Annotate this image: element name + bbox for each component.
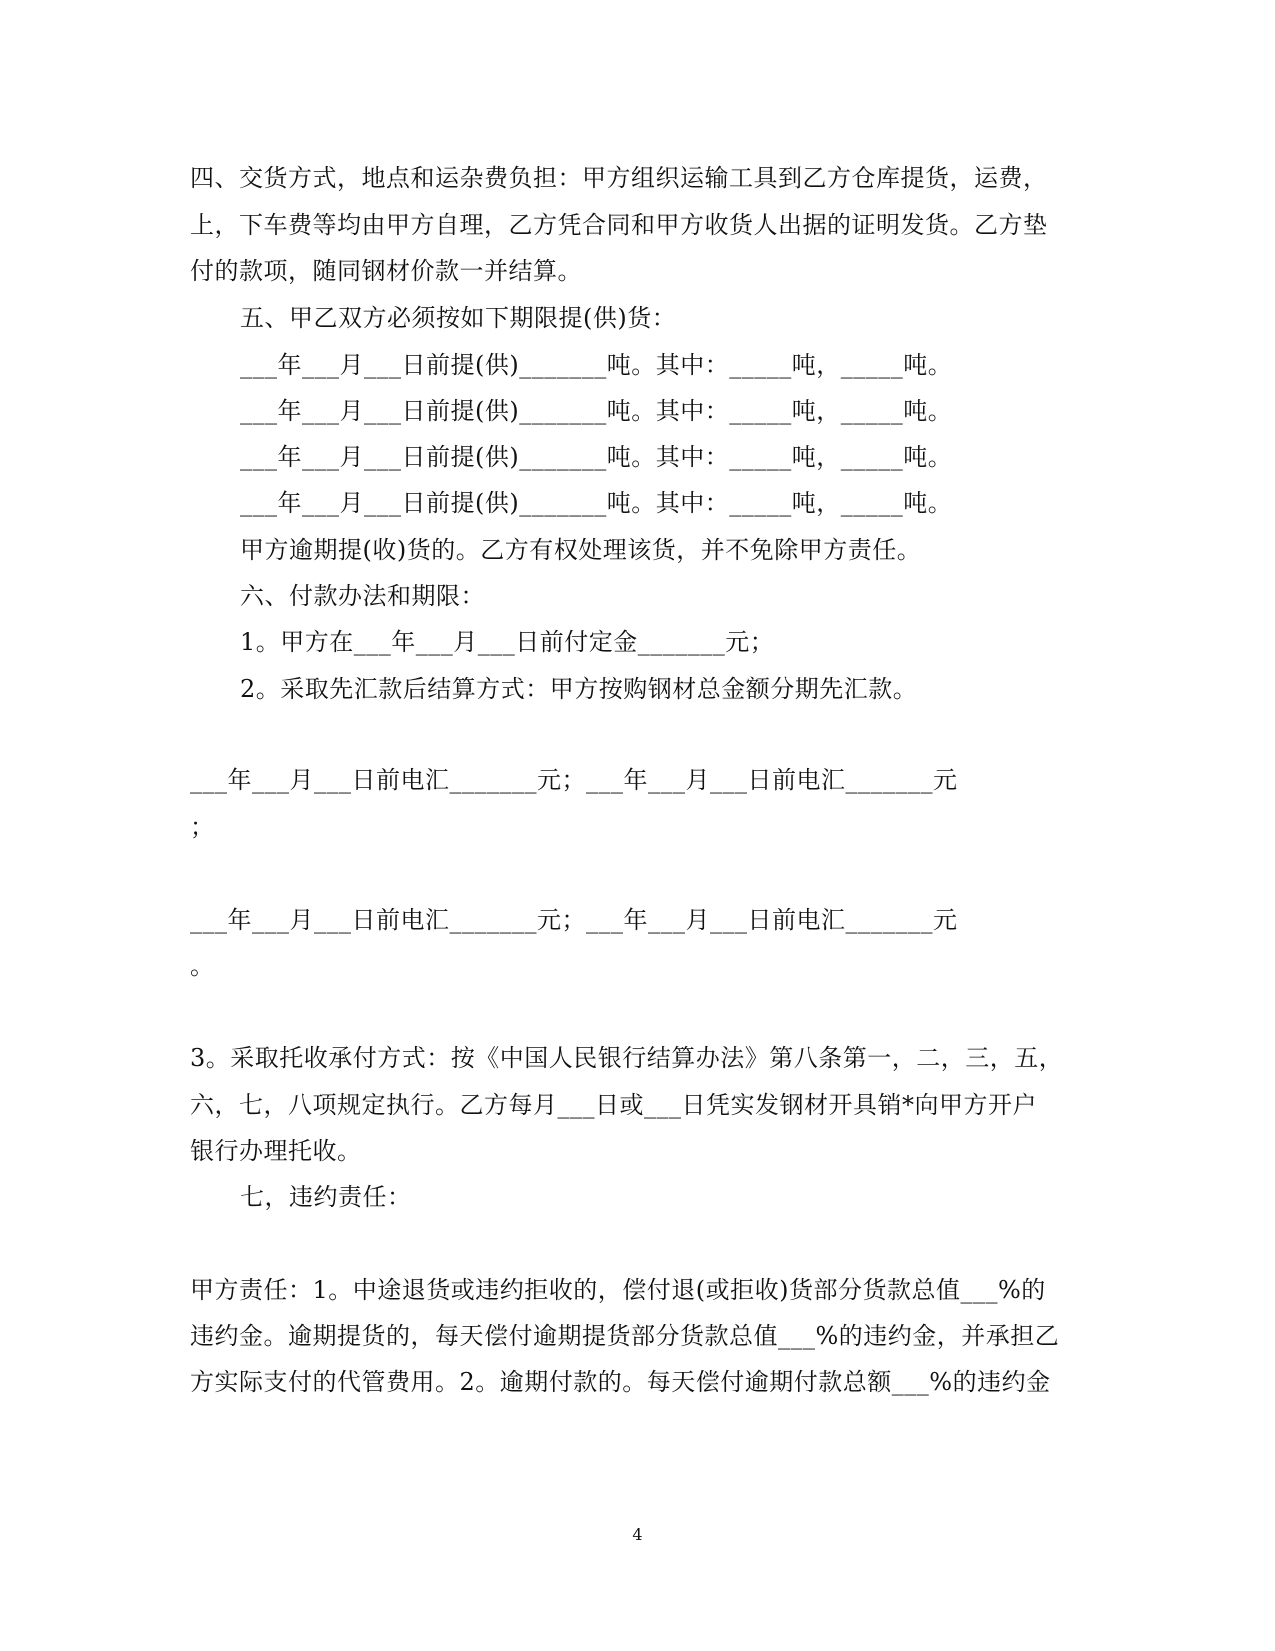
text-line: ___年___月___日前提(供)_______吨。其中：_____吨，_____吨。 <box>240 443 953 471</box>
text-line: 甲方责任：1。中途退货或违约拒收的，偿付退(或拒收)货部分货款总值___%的 <box>190 1276 1046 1304</box>
text-line: 1。甲方在___年___月___日前付定金_______元； <box>240 628 775 656</box>
text-line: 甲方逾期提(收)货的。乙方有权处理该货，并不免除甲方责任。 <box>240 536 922 564</box>
text-line: 付的款项，随同钢材价款一并结算。 <box>190 257 582 285</box>
text-line: 3。采取托收承付方式：按《中国人民银行结算办法》第八条第一，二，三，五， <box>190 1044 1064 1072</box>
text-line: ___年___月___日前提(供)_______吨。其中：_____吨，_____吨。 <box>240 489 953 517</box>
text-line: ___年___月___日前提(供)_______吨。其中：_____吨，_____吨。 <box>240 397 953 425</box>
section-heading: 七，违约责任： <box>240 1183 412 1211</box>
text-line: 四、交货方式，地点和运杂费负担：甲方组织运输工具到乙方仓库提货，运费， <box>190 164 1048 192</box>
text-line: ； <box>190 813 215 841</box>
text-line: ___年___月___日前电汇_______元；___年___月___日前电汇_______元 <box>190 766 958 794</box>
text-line: 。 <box>190 952 215 980</box>
section-heading: 六、付款办法和期限： <box>240 582 485 610</box>
text-line: 方实际支付的代管费用。2。逾期付款的。每天偿付逾期付款总额___%的违约金 <box>190 1368 1051 1396</box>
text-line: ___年___月___日前电汇_______元；___年___月___日前电汇_______元 <box>190 906 958 934</box>
text-line: 违约金。逾期提货的，每天偿付逾期提货部分货款总值___%的违约金，并承担乙 <box>190 1322 1060 1350</box>
text-line: 银行办理托收。 <box>190 1137 362 1165</box>
text-line: 2。采取先汇款后结算方式：甲方按购钢材总金额分期先汇款。 <box>240 675 918 703</box>
text-line: 六，七，八项规定执行。乙方每月___日或___日凭实发钢材开具销*向甲方开户 <box>190 1091 1037 1119</box>
text-line: 上，下车费等均由甲方自理，乙方凭合同和甲方收货人出据的证明发货。乙方垫 <box>190 211 1048 239</box>
section-heading: 五、甲乙双方必须按如下期限提(供)货： <box>240 304 677 332</box>
page-number: 4 <box>632 1525 643 1544</box>
text-line: ___年___月___日前提(供)_______吨。其中：_____吨，_____吨。 <box>240 351 953 379</box>
